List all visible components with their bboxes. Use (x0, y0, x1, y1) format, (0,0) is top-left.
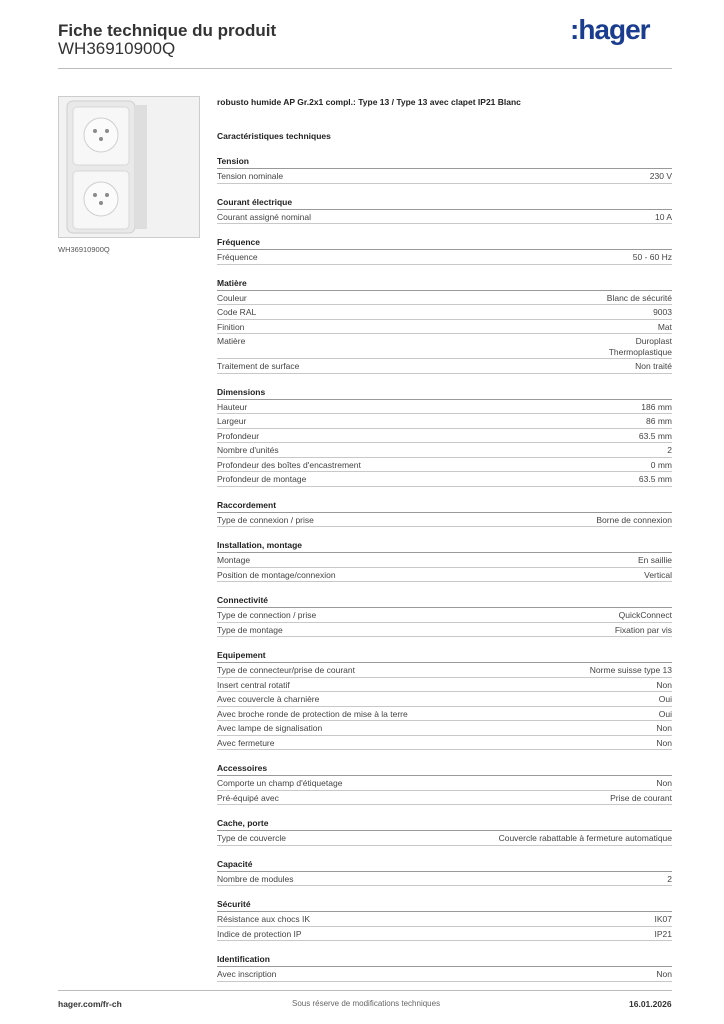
spec-label: Avec lampe de signalisation (217, 723, 323, 733)
spec-row (217, 291, 672, 306)
spec-label: Résistance aux chocs IK (217, 914, 311, 924)
spec-row (217, 736, 672, 751)
spec-value (655, 914, 673, 925)
spec-value-text: 10 A (654, 211, 672, 222)
spec-label: Profondeur des boîtes d'encastrement (217, 459, 361, 470)
spec-section (217, 859, 672, 887)
spec-section (217, 197, 672, 225)
spec-section (217, 818, 672, 846)
spec-label: Fréquence (217, 252, 258, 262)
spec-value-text: Norme suisse type 13 (589, 665, 672, 675)
spec-section (217, 763, 672, 805)
spec-value-text: Duroplast (635, 336, 672, 346)
spec-value-text: Non (656, 778, 672, 788)
spec-value (667, 874, 672, 885)
spec-row (217, 663, 672, 678)
spec-value (609, 336, 672, 357)
spec-row (217, 359, 672, 374)
spec-value-text: Non (656, 723, 672, 733)
spec-row (217, 169, 672, 184)
footer-date: 16.01.2026 (629, 999, 672, 1009)
spec-row (217, 721, 672, 736)
spec-value (650, 171, 672, 182)
spec-label: Code RAL (217, 307, 257, 317)
spec-row (217, 927, 672, 942)
section-heading: Raccordement (217, 500, 672, 513)
spec-value-text: 230 V (649, 171, 672, 181)
spec-value (619, 610, 672, 621)
spec-value (655, 212, 672, 223)
spec-section (217, 540, 672, 582)
spec-label: Finition (217, 321, 245, 332)
header-divider (58, 68, 672, 69)
spec-row (217, 776, 672, 791)
spec-row (217, 305, 672, 320)
spec-value-text: IP21 (654, 928, 672, 939)
spec-value-text: Fixation par vis (614, 624, 672, 635)
spec-row (217, 513, 672, 528)
spec-value (615, 625, 672, 636)
spec-label: Comporte un champ d'étiquetage (217, 778, 343, 788)
spec-label: Type de connexion / prise (217, 514, 314, 525)
spec-value (639, 474, 672, 485)
spec-section (217, 899, 672, 941)
spec-label: Couleur (217, 292, 247, 303)
spec-value-text: Prise de courant (610, 792, 672, 803)
spec-sections (217, 156, 672, 982)
spec-row (217, 443, 672, 458)
spec-value (590, 665, 672, 676)
spec-row (217, 320, 672, 335)
spec-value (644, 570, 672, 581)
spec-value (656, 778, 672, 789)
spec-label: Profondeur de montage (217, 474, 307, 484)
spec-label: Avec fermeture (217, 737, 275, 748)
spec-value-text: 9003 (653, 307, 672, 317)
spec-value (633, 252, 672, 263)
spec-row (217, 678, 672, 693)
spec-value (656, 680, 672, 691)
spec-value (596, 515, 672, 526)
spec-value-text: Non (656, 969, 672, 979)
spec-label: Profondeur (217, 430, 260, 441)
spec-value (651, 460, 672, 471)
spec-section (217, 156, 672, 184)
spec-content (217, 96, 672, 982)
spec-label: Tension nominale (217, 171, 284, 181)
spec-value (641, 402, 672, 413)
spec-row (217, 707, 672, 722)
spec-row (217, 831, 672, 846)
spec-label: Nombre d'unités (217, 445, 279, 455)
product-name: robusto humide AP Gr.2x1 compl.: Type 13 / Type 13 avec clapet IP21 Blanc (217, 97, 521, 107)
section-heading: Capacité (217, 859, 672, 872)
section-heading: Sécurité (217, 899, 672, 912)
section-heading: Cache, porte (217, 818, 672, 831)
section-heading: Connectivité (217, 595, 672, 608)
spec-value-text: Oui (658, 708, 672, 719)
spec-label: Avec couvercle à charnière (217, 694, 320, 704)
spec-row (217, 568, 672, 583)
spec-value (658, 322, 672, 333)
spec-value (656, 969, 672, 980)
spec-row (217, 608, 672, 623)
spec-value-text: Couvercle rabattable à fermeture automatique (498, 833, 672, 843)
spec-value (659, 709, 672, 720)
spec-value-text: 86 mm (646, 416, 672, 426)
spec-label: Position de montage/connexion (217, 569, 336, 580)
spec-value-text: Non (656, 737, 672, 748)
spec-label: Type de montage (217, 624, 283, 635)
spec-value-text: 2 (667, 873, 672, 884)
section-heading: Fréquence (217, 237, 672, 250)
spec-row (217, 967, 672, 982)
section-heading: Identification (217, 954, 672, 967)
spec-row (217, 692, 672, 707)
spec-value-text: 0 mm (650, 459, 672, 470)
spec-row (217, 872, 672, 887)
spec-value (607, 293, 672, 304)
spec-value (635, 361, 672, 372)
spec-value (610, 793, 672, 804)
spec-row (217, 210, 672, 225)
spec-value (499, 833, 672, 844)
section-heading: Tension (217, 156, 672, 169)
spec-value-text: Borne de connexion (596, 514, 672, 525)
spec-value-text: QuickConnect (618, 610, 672, 620)
section-heading: Equipement (217, 650, 672, 663)
spec-value (655, 929, 673, 940)
spec-label: Avec broche ronde de protection de mise à la terre (217, 708, 408, 719)
section-heading: Matière (217, 278, 672, 291)
product-reference: WH36910900Q (58, 39, 176, 58)
spec-label: Nombre de modules (217, 873, 294, 884)
spec-value-text: Vertical (644, 569, 672, 580)
spec-value (639, 431, 672, 442)
tech-specs-title: Caractéristiques techniques (217, 131, 331, 141)
spec-row (217, 458, 672, 473)
spec-label: Montage (217, 555, 251, 565)
spec-value (667, 445, 672, 456)
spec-value-text: 186 mm (641, 401, 672, 412)
spec-row (217, 414, 672, 429)
spec-label: Indice de protection IP (217, 928, 302, 939)
spec-value (638, 555, 672, 566)
section-heading: Installation, montage (217, 540, 672, 553)
spec-section (217, 237, 672, 265)
spec-value-text: En saillie (637, 555, 672, 565)
spec-value (656, 738, 672, 749)
hager-logo: :hager (570, 14, 650, 45)
spec-value (646, 416, 672, 427)
image-caption: WH36910900Q (58, 245, 110, 254)
spec-section (217, 500, 672, 528)
spec-value-text: Oui (658, 694, 672, 704)
spec-label: Type de connection / prise (217, 610, 317, 620)
section-heading: Dimensions (217, 387, 672, 400)
spec-section (217, 387, 672, 487)
spec-value-text: Mat (657, 321, 672, 332)
spec-value-text: Non (656, 679, 672, 690)
spec-label: Courant assigné nominal (217, 211, 312, 222)
socket-illustration (59, 97, 199, 237)
spec-section (217, 650, 672, 750)
spec-value (653, 307, 672, 318)
spec-value (659, 694, 672, 705)
spec-value-text: 2 (667, 445, 672, 455)
spec-value (656, 723, 672, 734)
spec-label: Avec inscription (217, 969, 277, 979)
spec-section (217, 595, 672, 637)
spec-label: Pré-équipé avec (217, 792, 279, 803)
spec-value-text: 63.5 mm (638, 430, 672, 441)
footer-website: hager.com/fr-ch (58, 999, 122, 1009)
spec-label: Type de couvercle (217, 833, 286, 843)
spec-label: Traitement de surface (217, 361, 300, 371)
spec-row (217, 400, 672, 415)
spec-label: Matière (217, 336, 246, 346)
spec-value-text: Blanc de sécurité (606, 292, 672, 303)
footer-divider (58, 990, 672, 991)
spec-row (217, 334, 672, 359)
spec-row (217, 912, 672, 927)
footer-disclaimer: Sous réserve de modifications techniques (292, 999, 441, 1008)
spec-row (217, 250, 672, 265)
spec-section (217, 954, 672, 982)
spec-value-text: Non traité (635, 361, 672, 371)
spec-row (217, 553, 672, 568)
spec-label: Hauteur (217, 401, 248, 412)
page-title: Fiche technique du produit (58, 21, 277, 40)
spec-label: Type de connecteur/prise de courant (217, 665, 355, 675)
spec-value-text: IK07 (654, 914, 672, 924)
spec-value-text: 50 - 60 Hz (632, 252, 672, 262)
spec-row (217, 791, 672, 806)
spec-section (217, 278, 672, 374)
section-heading: Courant électrique (217, 197, 672, 210)
spec-label: Largeur (217, 416, 247, 426)
spec-value-text: Thermoplastique (608, 346, 672, 357)
spec-row (217, 429, 672, 444)
section-heading: Accessoires (217, 763, 672, 776)
spec-row (217, 472, 672, 487)
product-image (58, 96, 200, 238)
spec-row (217, 623, 672, 638)
spec-label: Insert central rotatif (217, 679, 290, 690)
spec-value-text: 63.5 mm (638, 474, 672, 484)
